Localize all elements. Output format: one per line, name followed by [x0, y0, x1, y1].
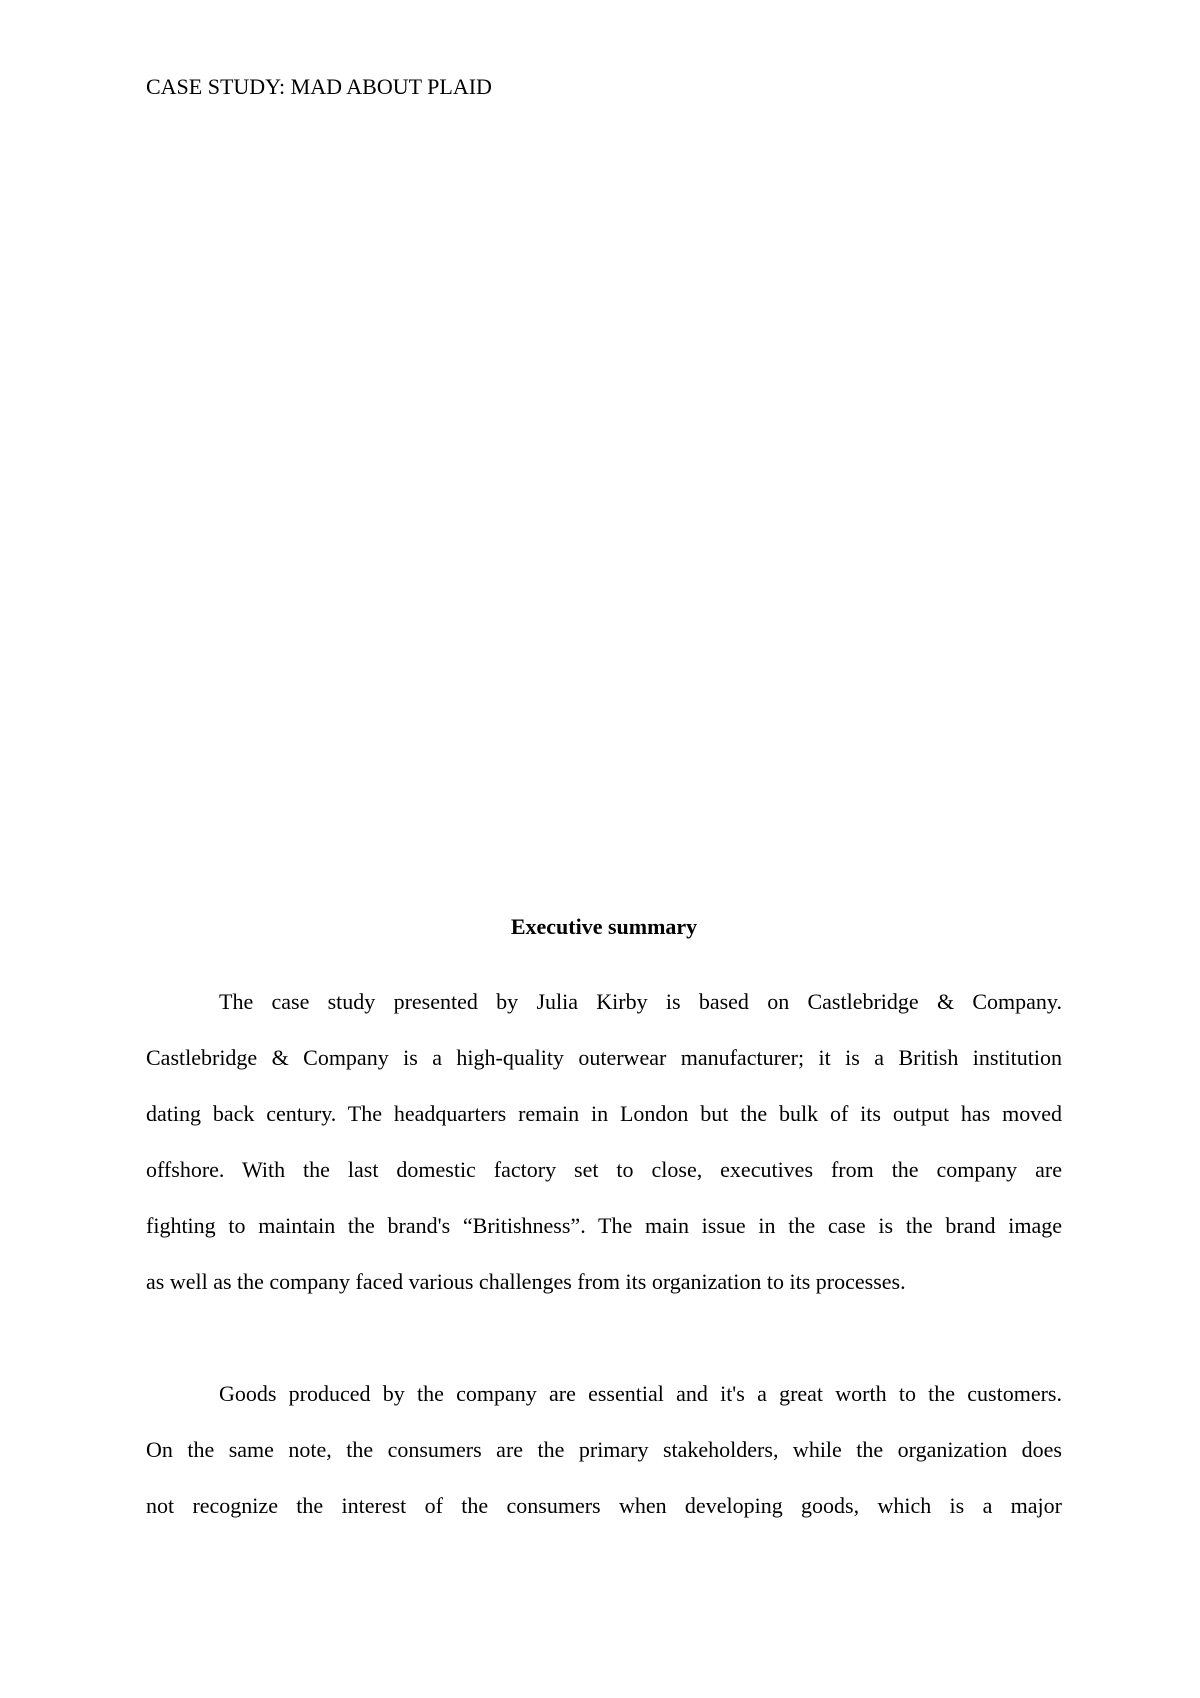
paragraph-1	[146, 974, 1062, 1310]
running-head: CASE STUDY: MAD ABOUT PLAID	[146, 74, 492, 99]
paragraph-line: fighting to maintain the brand's “Britishness”. The main issue in the case is the brand image	[146, 1213, 1062, 1238]
paragraph-2	[146, 1366, 1062, 1534]
paragraph-line: offshore. With the last domestic factory set to close, executives from the company are	[146, 1157, 1062, 1182]
paragraph-line: Goods produced by the company are essential and it's a great worth to the customers.	[219, 1381, 1062, 1406]
paragraph-line: dating back century. The headquarters remain in London but the bulk of its output has moved	[146, 1101, 1062, 1126]
paragraph-line: The case study presented by Julia Kirby is based on Castlebridge & Company.	[219, 989, 1062, 1014]
paragraph-line: as well as the company faced various challenges from its organization to its processes.	[146, 1269, 906, 1294]
paragraph-line: not recognize the interest of the consumers when developing goods, which is a major	[146, 1493, 1062, 1518]
section-title: Executive summary	[510, 914, 698, 939]
paragraph-line: On the same note, the consumers are the primary stakeholders, while the organization does	[146, 1437, 1062, 1462]
paragraph-line: Castlebridge & Company is a high-quality outerwear manufacturer; it is a British institution	[146, 1045, 1062, 1070]
